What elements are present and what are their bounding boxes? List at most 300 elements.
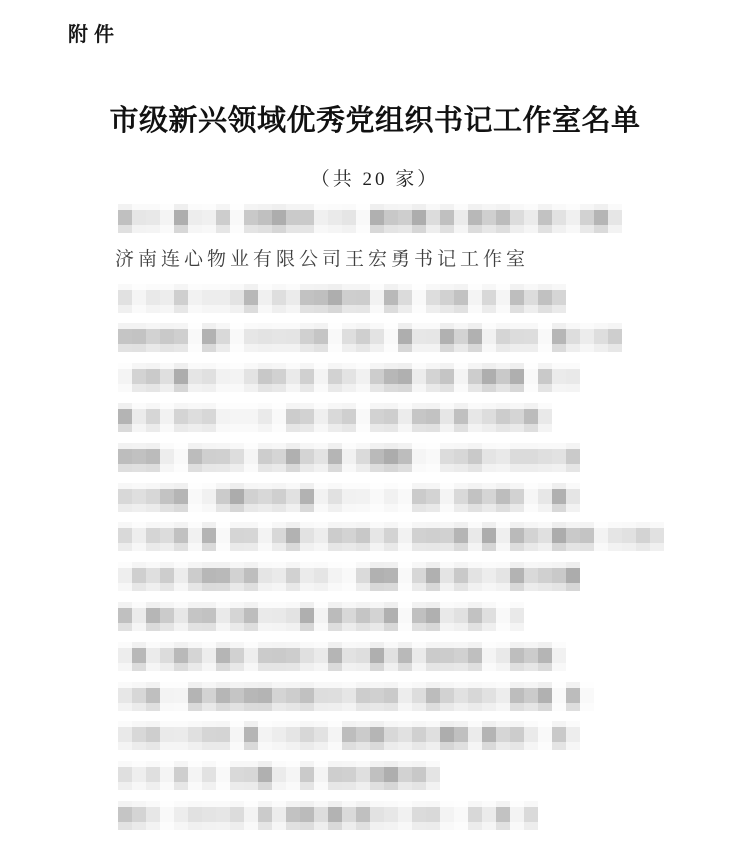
mosaic-block (174, 822, 188, 830)
mosaic-block (188, 369, 202, 384)
mosaic-block (146, 543, 160, 551)
mosaic-block (118, 663, 132, 671)
mosaic-block (510, 727, 524, 742)
mosaic-block (496, 568, 510, 583)
mosaic-block (342, 742, 356, 750)
mosaic-block (286, 703, 300, 711)
mosaic-block (328, 648, 342, 663)
mosaic-block (286, 464, 300, 472)
mosaic-main (118, 489, 580, 504)
mosaic-block (356, 742, 370, 750)
mosaic-block (272, 225, 286, 233)
mosaic-block (524, 344, 538, 352)
mosaic-block (384, 623, 398, 631)
mosaic-block (356, 225, 370, 233)
mosaic-block (412, 543, 426, 551)
mosaic-block (202, 384, 216, 392)
mosaic-block (188, 648, 202, 663)
mosaic-block (482, 305, 496, 313)
mosaic-block (356, 688, 370, 703)
mosaic-block (622, 528, 636, 543)
mosaic-block (412, 290, 426, 305)
mosaic-block (412, 464, 426, 472)
mosaic-block (272, 464, 286, 472)
mosaic-block (258, 568, 272, 583)
mosaic-block (160, 623, 174, 631)
mosaic-block (244, 608, 258, 623)
mosaic-block (328, 742, 342, 750)
mosaic-block (188, 583, 202, 591)
mosaic-block (230, 210, 244, 225)
mosaic-block (510, 409, 524, 424)
mosaic-block (202, 782, 216, 790)
mosaic-block (244, 290, 258, 305)
mosaic-block (398, 543, 412, 551)
mosaic-block (160, 703, 174, 711)
mosaic-block (132, 782, 146, 790)
mosaic-block (328, 807, 342, 822)
mosaic-block (146, 648, 160, 663)
mosaic-block (580, 543, 594, 551)
mosaic-block (468, 727, 482, 742)
mosaic-block (244, 409, 258, 424)
mosaic-block (454, 648, 468, 663)
mosaic-block (230, 703, 244, 711)
mosaic-block (566, 449, 580, 464)
mosaic-block (272, 329, 286, 344)
mosaic-block (356, 583, 370, 591)
list-entry-redacted (118, 323, 622, 352)
mosaic-block (328, 727, 342, 742)
mosaic-block (230, 329, 244, 344)
mosaic-block (440, 623, 454, 631)
mosaic-block (202, 424, 216, 432)
mosaic-block (132, 344, 146, 352)
mosaic-block (454, 742, 468, 750)
mosaic-block (370, 305, 384, 313)
mosaic-block (300, 449, 314, 464)
mosaic-block (370, 807, 384, 822)
mosaic-block (552, 210, 566, 225)
mosaic-block (146, 409, 160, 424)
mosaic-block (216, 489, 230, 504)
mosaic-block (132, 568, 146, 583)
mosaic-block (188, 623, 202, 631)
mosaic-block (216, 822, 230, 830)
mosaic-block (398, 568, 412, 583)
mosaic-block (440, 344, 454, 352)
mosaic-block (426, 648, 440, 663)
mosaic-block (524, 568, 538, 583)
mosaic-block (468, 464, 482, 472)
mosaic-block (258, 489, 272, 504)
mosaic-block (426, 822, 440, 830)
mosaic-block (216, 782, 230, 790)
mosaic-block (244, 489, 258, 504)
mosaic-block (468, 384, 482, 392)
mosaic-block (160, 344, 174, 352)
mosaic-block (202, 329, 216, 344)
mosaic-block (328, 543, 342, 551)
mosaic-block (132, 727, 146, 742)
mosaic-block (244, 329, 258, 344)
mosaic-block (286, 822, 300, 830)
mosaic-block (258, 528, 272, 543)
mosaic-block (440, 822, 454, 830)
mosaic-block (454, 703, 468, 711)
mosaic-block (314, 822, 328, 830)
mosaic-main (118, 528, 664, 543)
mosaic-block (384, 648, 398, 663)
mosaic-main (118, 648, 566, 663)
mosaic-block (482, 742, 496, 750)
mosaic-block (132, 384, 146, 392)
mosaic-block (482, 409, 496, 424)
mosaic-block (384, 384, 398, 392)
mosaic-block (258, 782, 272, 790)
mosaic-block (524, 449, 538, 464)
mosaic-block (370, 568, 384, 583)
mosaic-block (244, 543, 258, 551)
mosaic-block (426, 688, 440, 703)
mosaic-block (160, 369, 174, 384)
mosaic-block (146, 344, 160, 352)
mosaic-block (174, 489, 188, 504)
mosaic-block (454, 225, 468, 233)
mosaic-block (384, 583, 398, 591)
mosaic-block (202, 504, 216, 512)
mosaic-block (384, 688, 398, 703)
mosaic-block (468, 822, 482, 830)
mosaic-block (342, 727, 356, 742)
mosaic-block (132, 608, 146, 623)
mosaic-block (314, 464, 328, 472)
mosaic-block (286, 543, 300, 551)
mosaic-block (188, 384, 202, 392)
mosaic-block (538, 409, 552, 424)
list-entry-redacted (118, 562, 580, 591)
mosaic-block (314, 782, 328, 790)
mosaic-block (538, 225, 552, 233)
mosaic-block (552, 369, 566, 384)
mosaic-block (132, 663, 146, 671)
mosaic-block (356, 767, 370, 782)
mosaic-block (258, 504, 272, 512)
mosaic-block (300, 608, 314, 623)
mosaic-block (524, 583, 538, 591)
mosaic-block (580, 703, 594, 711)
mosaic-block (356, 807, 370, 822)
mosaic-block (328, 583, 342, 591)
mosaic-block (552, 449, 566, 464)
mosaic-block (412, 648, 426, 663)
mosaic-block (398, 807, 412, 822)
mosaic-block (132, 623, 146, 631)
mosaic-block (426, 528, 440, 543)
mosaic-block (132, 703, 146, 711)
mosaic-block (398, 305, 412, 313)
mosaic-block (454, 663, 468, 671)
mosaic-block (594, 329, 608, 344)
mosaic-block (342, 608, 356, 623)
mosaic-block (440, 369, 454, 384)
mosaic-block (314, 225, 328, 233)
mosaic-block (244, 623, 258, 631)
mosaic-block (132, 807, 146, 822)
mosaic-block (412, 663, 426, 671)
mosaic-block (566, 742, 580, 750)
mosaic-block (314, 528, 328, 543)
mosaic-block (286, 329, 300, 344)
mosaic-block (230, 225, 244, 233)
mosaic-block (202, 608, 216, 623)
mosaic-block (258, 543, 272, 551)
mosaic-block (370, 663, 384, 671)
mosaic-block (552, 543, 566, 551)
mosaic-block (342, 329, 356, 344)
mosaic-block (230, 409, 244, 424)
mosaic-block (160, 568, 174, 583)
mosaic-block (258, 384, 272, 392)
mosaic-block (272, 384, 286, 392)
mosaic-block (258, 409, 272, 424)
mosaic-block (188, 822, 202, 830)
mosaic-block (272, 623, 286, 631)
mosaic-block (342, 807, 356, 822)
mosaic-block (286, 528, 300, 543)
mosaic-block (482, 703, 496, 711)
mosaic-block (398, 369, 412, 384)
mosaic-block (314, 329, 328, 344)
mosaic-block (314, 583, 328, 591)
mosaic-block (440, 290, 454, 305)
mosaic-block (538, 329, 552, 344)
mosaic-block (160, 305, 174, 313)
mosaic-block (202, 568, 216, 583)
mosaic-block (552, 528, 566, 543)
mosaic-block (230, 822, 244, 830)
mosaic-block (146, 608, 160, 623)
mosaic-block (412, 449, 426, 464)
mosaic-block (132, 583, 146, 591)
mosaic-block (566, 568, 580, 583)
mosaic-block (300, 369, 314, 384)
mosaic-block (510, 663, 524, 671)
mosaic-block (216, 703, 230, 711)
mosaic-block (496, 623, 510, 631)
mosaic-block (258, 727, 272, 742)
mosaic-block (300, 767, 314, 782)
mosaic-block (384, 210, 398, 225)
mosaic-block (454, 807, 468, 822)
mosaic-block (118, 543, 132, 551)
mosaic-block (608, 543, 622, 551)
mosaic-block (202, 464, 216, 472)
mosaic-block (286, 767, 300, 782)
mosaic-block (468, 409, 482, 424)
mosaic-block (552, 225, 566, 233)
mosaic-block (118, 369, 132, 384)
mosaic-block (538, 568, 552, 583)
mosaic-block (286, 688, 300, 703)
mosaic-block (314, 623, 328, 631)
mosaic-block (426, 424, 440, 432)
mosaic-block (258, 648, 272, 663)
mosaic-block (230, 305, 244, 313)
mosaic-block (496, 225, 510, 233)
mosaic-main (118, 767, 440, 782)
mosaic-block (188, 449, 202, 464)
mosaic-block (468, 369, 482, 384)
mosaic-block (286, 742, 300, 750)
mosaic-block (398, 663, 412, 671)
mosaic-block (370, 688, 384, 703)
mosaic-block (538, 344, 552, 352)
mosaic-block (300, 305, 314, 313)
mosaic-block (510, 648, 524, 663)
mosaic-block (328, 409, 342, 424)
mosaic-block (286, 225, 300, 233)
mosaic-block (468, 807, 482, 822)
mosaic-main (118, 290, 566, 305)
mosaic-block (482, 210, 496, 225)
mosaic-block (538, 210, 552, 225)
mosaic-block (524, 528, 538, 543)
mosaic-block (482, 344, 496, 352)
mosaic-block (552, 504, 566, 512)
mosaic-block (342, 504, 356, 512)
mosaic-block (230, 767, 244, 782)
mosaic-block (342, 648, 356, 663)
mosaic-block (132, 225, 146, 233)
mosaic-block (216, 409, 230, 424)
mosaic-block (426, 742, 440, 750)
mosaic-block (146, 782, 160, 790)
mosaic-block (146, 663, 160, 671)
mosaic-block (272, 528, 286, 543)
mosaic-block (524, 742, 538, 750)
mosaic-block (594, 210, 608, 225)
mosaic-block (482, 489, 496, 504)
mosaic-block (160, 528, 174, 543)
mosaic-block (286, 210, 300, 225)
mosaic-block (174, 290, 188, 305)
mosaic-block (440, 424, 454, 432)
mosaic-block (272, 767, 286, 782)
mosaic-block (412, 504, 426, 512)
mosaic-block (160, 543, 174, 551)
mosaic-block (118, 807, 132, 822)
mosaic-block (230, 623, 244, 631)
mosaic-block (454, 822, 468, 830)
mosaic-block (468, 449, 482, 464)
mosaic-block (300, 703, 314, 711)
mosaic-block (468, 504, 482, 512)
mosaic-block (286, 504, 300, 512)
mosaic-block (230, 290, 244, 305)
mosaic-block (132, 290, 146, 305)
mosaic-block (342, 409, 356, 424)
mosaic-block (398, 504, 412, 512)
mosaic-block (258, 290, 272, 305)
mosaic-block (258, 344, 272, 352)
mosaic-block (202, 623, 216, 631)
mosaic-block (216, 210, 230, 225)
mosaic-block (146, 464, 160, 472)
mosaic-block (384, 489, 398, 504)
mosaic-main (118, 409, 552, 424)
mosaic-block (468, 608, 482, 623)
mosaic-block (398, 767, 412, 782)
mosaic-block (146, 305, 160, 313)
mosaic-block (216, 305, 230, 313)
mosaic-block (482, 464, 496, 472)
mosaic-block (132, 369, 146, 384)
mosaic-block (286, 305, 300, 313)
mosaic-block (202, 528, 216, 543)
mosaic-block (146, 449, 160, 464)
mosaic-block (314, 369, 328, 384)
mosaic-block (160, 290, 174, 305)
mosaic-block (384, 409, 398, 424)
mosaic-block (370, 290, 384, 305)
mosaic-block (314, 543, 328, 551)
mosaic-block (174, 464, 188, 472)
mosaic-block (272, 210, 286, 225)
mosaic-block (412, 703, 426, 711)
mosaic-block (440, 464, 454, 472)
mosaic-block (258, 329, 272, 344)
mosaic-block (496, 449, 510, 464)
mosaic-block (258, 663, 272, 671)
mosaic-block (342, 767, 356, 782)
mosaic-block (328, 623, 342, 631)
mosaic-block (202, 543, 216, 551)
mosaic-block (524, 384, 538, 392)
mosaic-block (398, 623, 412, 631)
mosaic-block (426, 305, 440, 313)
mosaic-block (160, 225, 174, 233)
mosaic-block (398, 822, 412, 830)
mosaic-block (440, 504, 454, 512)
mosaic-block (384, 822, 398, 830)
mosaic-block (118, 210, 132, 225)
mosaic-block (650, 528, 664, 543)
mosaic-block (356, 663, 370, 671)
mosaic-block (524, 329, 538, 344)
mosaic-block (118, 329, 132, 344)
mosaic-block (286, 807, 300, 822)
mosaic-block (258, 369, 272, 384)
mosaic-block (300, 504, 314, 512)
mosaic-block (594, 543, 608, 551)
mosaic-block (258, 210, 272, 225)
mosaic-block (538, 489, 552, 504)
mosaic-block (510, 608, 524, 623)
list-entry-redacted (118, 801, 538, 830)
mosaic-block (216, 623, 230, 631)
mosaic-block (412, 225, 426, 233)
mosaic-block (258, 449, 272, 464)
mosaic-block (300, 648, 314, 663)
mosaic-block (216, 742, 230, 750)
mosaic-block (496, 648, 510, 663)
mosaic-block (160, 648, 174, 663)
mosaic-block (426, 225, 440, 233)
mosaic-halo-bottom (118, 742, 580, 750)
mosaic-block (174, 543, 188, 551)
mosaic-block (174, 623, 188, 631)
